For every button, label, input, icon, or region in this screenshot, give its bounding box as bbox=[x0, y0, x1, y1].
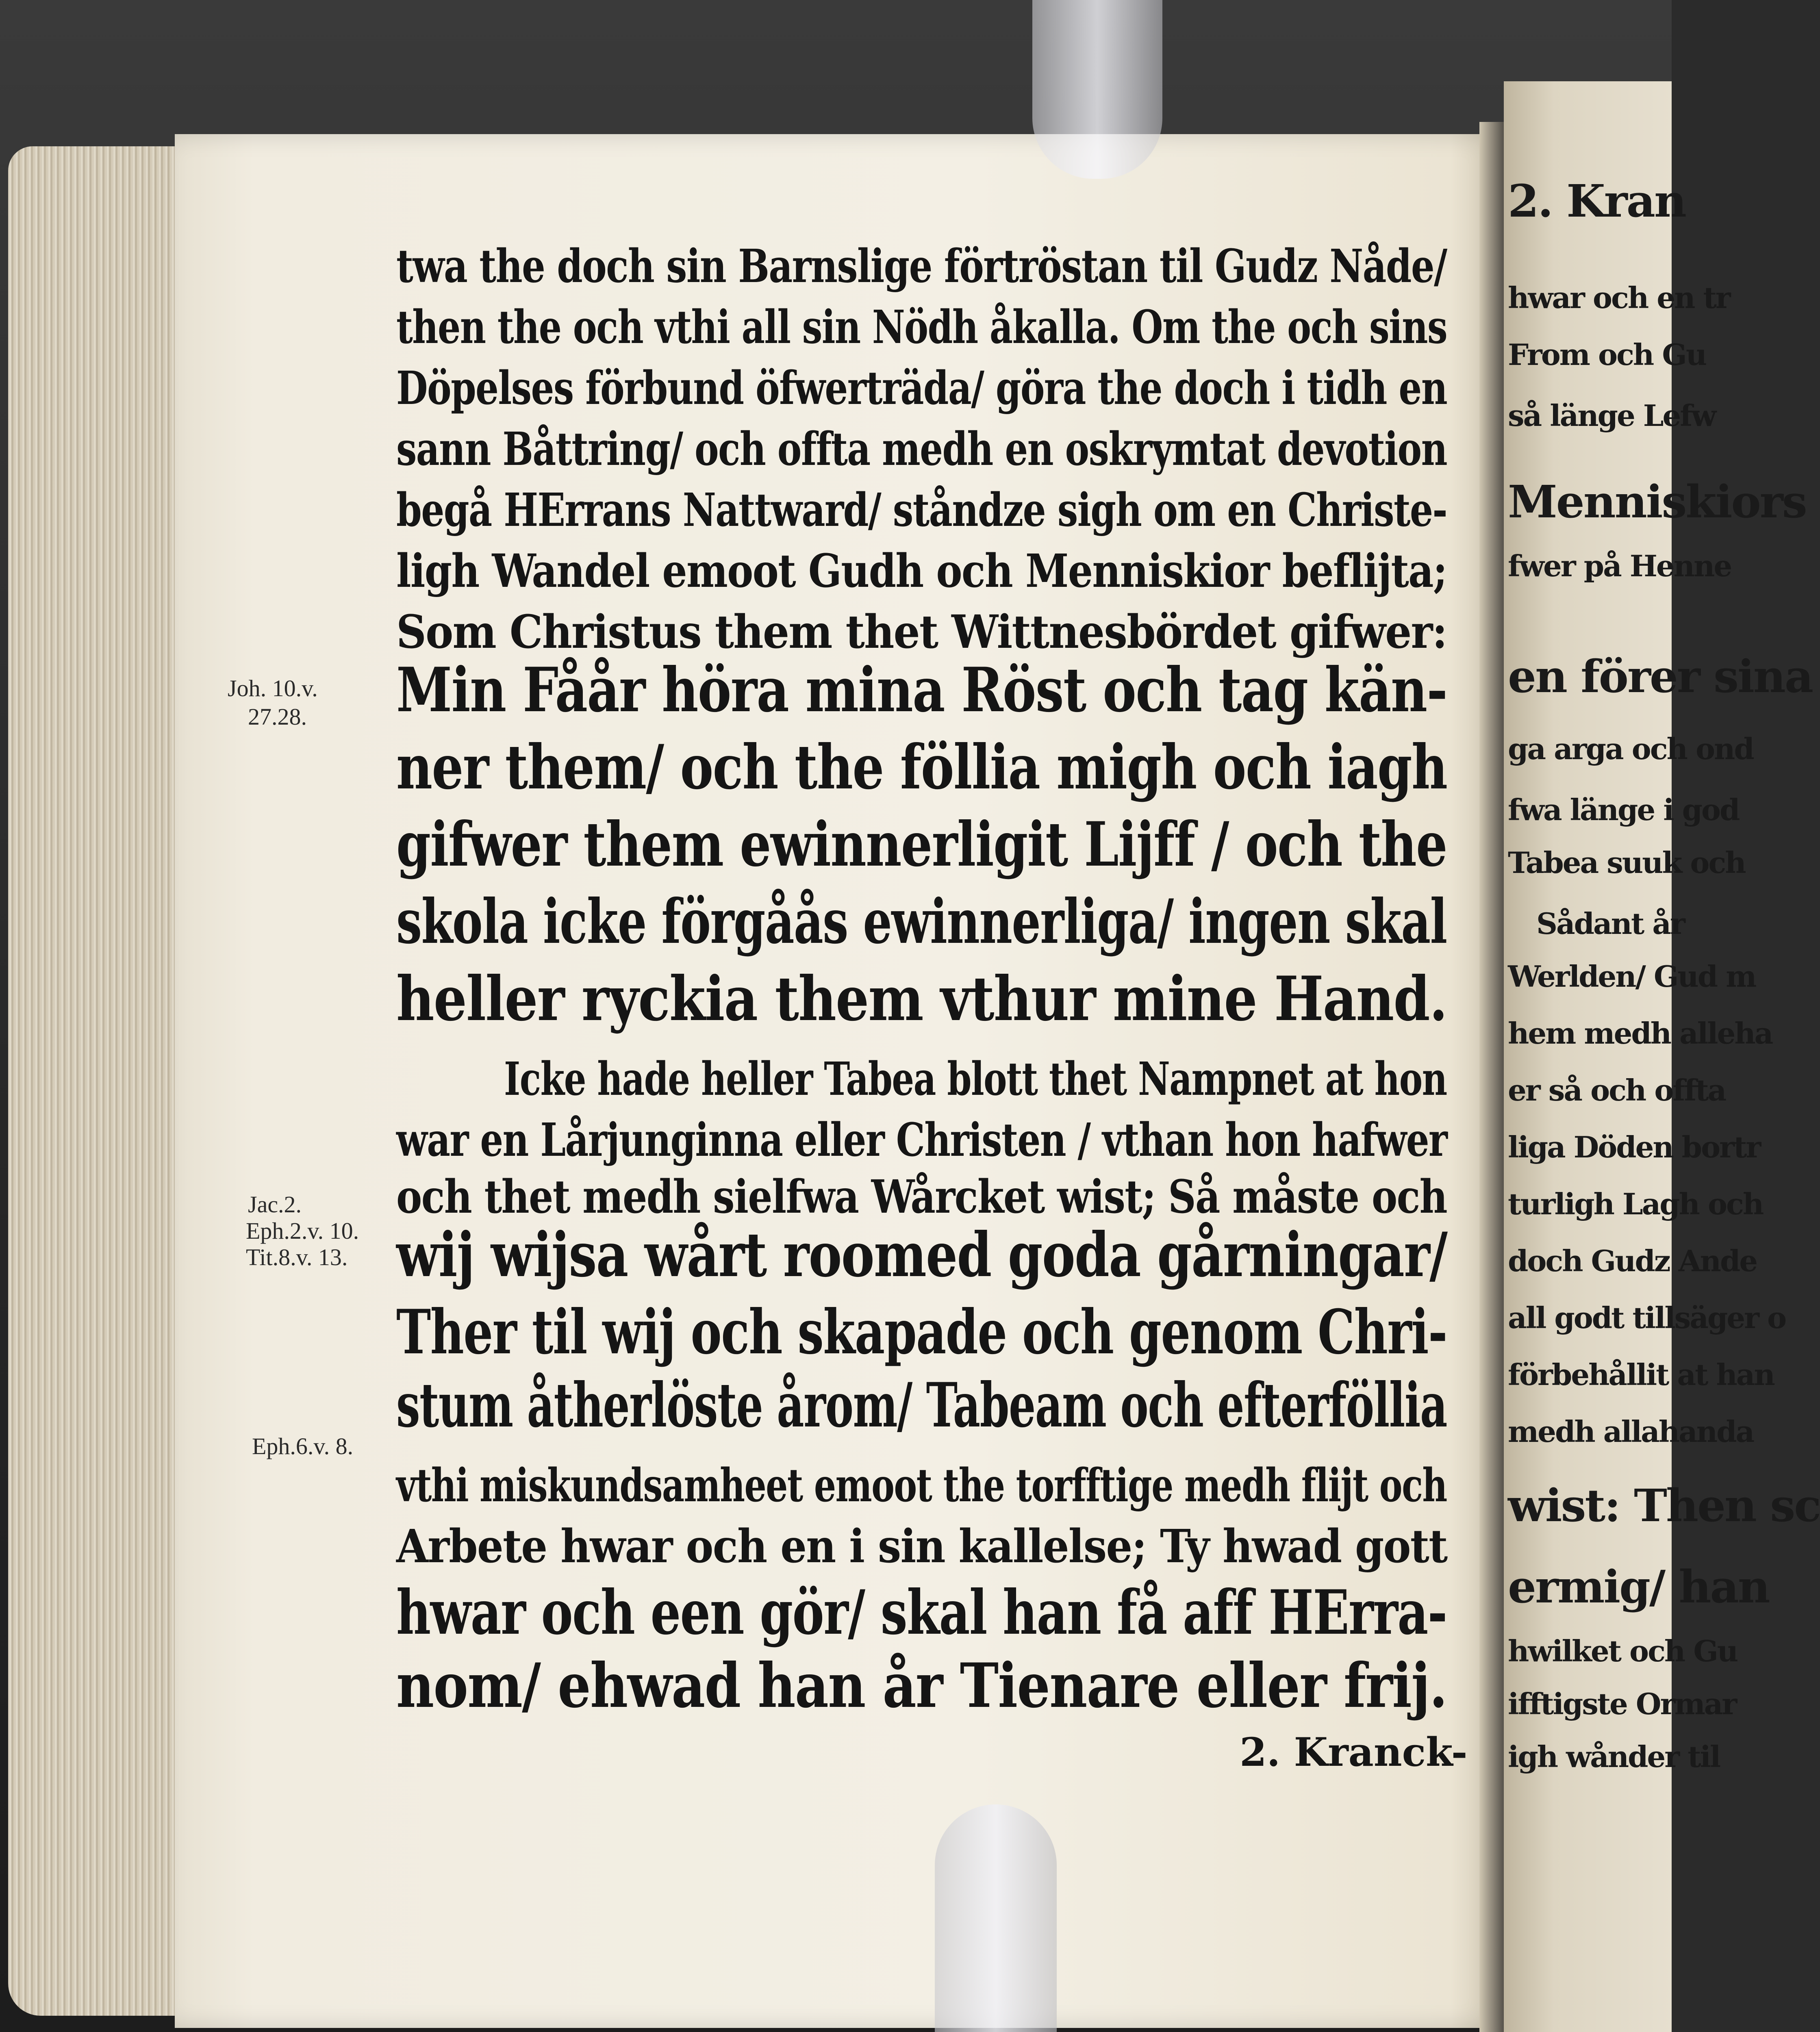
right-page-line: hem medh alleha bbox=[1508, 1016, 1772, 1051]
page-clip-bottom bbox=[935, 1804, 1057, 2032]
text-line: ligh Wandel emoot Gudh och Menniskior beflijta; bbox=[396, 545, 1447, 598]
text-line-large: hwar och een gör/ skal han få aff HErra- bbox=[396, 1577, 1447, 1648]
right-page-line: Menniskiors bbox=[1508, 475, 1806, 528]
right-page-line: From och Gu bbox=[1508, 337, 1706, 372]
text-line-large: Ther til wij och skapade och genom Chri- bbox=[396, 1296, 1447, 1368]
margin-note-john: Joh. 10.v. bbox=[228, 675, 318, 701]
margin-note-eph2: Eph.6.v. 8. bbox=[252, 1433, 354, 1459]
right-page-line: en förer sina bbox=[1508, 650, 1813, 703]
catchword: 2. Kranck- bbox=[1240, 1729, 1468, 1775]
text-line-large: stum åtherlöste årom/ Tabeam och efterföllia bbox=[396, 1370, 1447, 1441]
right-page-line: 2. Kran bbox=[1508, 175, 1685, 227]
margin-note-jac: Jac.2. bbox=[248, 1191, 302, 1218]
right-page-line: hwar och en tr bbox=[1508, 280, 1730, 315]
text-line-large: skola icke förgåås ewinnerliga/ ingen skal bbox=[396, 886, 1447, 957]
text-line: then the och vthi all sin Nödh åkalla. Om the och sins bbox=[396, 301, 1447, 354]
right-page-line: Werlden/ Gud m bbox=[1508, 959, 1756, 994]
right-page-line: så länge Lefw bbox=[1508, 398, 1716, 433]
text-line: war en Lårjunginna eller Christen / vthan hon hafwer bbox=[396, 1114, 1447, 1167]
right-page-line: fwa länge i god bbox=[1508, 792, 1739, 827]
margin-note-tit: Tit.8.v. 13. bbox=[246, 1244, 348, 1270]
text-line-large: wij wijsa wårt roomed goda gårningar/ bbox=[396, 1219, 1447, 1291]
right-page-line: fwer på Henne bbox=[1508, 549, 1731, 583]
text-line: sann Båttring/ och offta medh en oskrymtat devotion bbox=[396, 423, 1447, 476]
margin-note-john-verses: 27.28. bbox=[248, 703, 307, 730]
right-page-line: Tabea suuk och bbox=[1508, 845, 1745, 880]
page-clip-top bbox=[1032, 0, 1162, 179]
right-page-line: förbehållit at han bbox=[1508, 1357, 1774, 1392]
right-page-line: er så och offta bbox=[1508, 1073, 1726, 1107]
right-page-line: wist: Then sc bbox=[1508, 1479, 1820, 1532]
text-line: Som Christus them thet Wittnesbördet gifwer: bbox=[396, 606, 1447, 659]
right-page-line: medh allahanda bbox=[1508, 1414, 1754, 1449]
text-line: Arbete hwar och en i sin kallelse; Ty hwad gott bbox=[396, 1520, 1447, 1573]
margin-note-eph: Eph.2.v. 10. bbox=[246, 1218, 359, 1244]
text-line: Döpelses förbund öfwerträda/ göra the doch i tidh en bbox=[396, 362, 1447, 415]
right-page-line: ga arga och ond bbox=[1508, 732, 1753, 766]
right-page-line: igh wånder til bbox=[1508, 1739, 1720, 1774]
right-page-line: Sådant år bbox=[1536, 906, 1684, 941]
text-line-large: nom/ ehwad han år Tienare eller frij. bbox=[396, 1650, 1447, 1722]
text-line: och thet medh sielfwa Wårcket wist; Så måste och bbox=[396, 1170, 1447, 1224]
text-line-large: gifwer them ewinnerligit Lijff / och the bbox=[396, 809, 1447, 880]
text-line-large: heller ryckia them vthur mine Hand. bbox=[396, 963, 1447, 1035]
text-line: twa the doch sin Barnslige förtröstan til Gudz Nåde/ bbox=[396, 240, 1447, 293]
text-line-large: Min Fåår höra mina Röst och tag kän- bbox=[396, 654, 1447, 726]
right-page-line: liga Döden bortr bbox=[1508, 1130, 1760, 1164]
text-line: begå HErrans Nattward/ ståndze sigh om en Christe- bbox=[396, 484, 1447, 537]
text-line: vthi miskundsamheet emoot the torfftige medh flijt och bbox=[396, 1459, 1447, 1512]
right-page-line: all godt tillsäger o bbox=[1508, 1300, 1786, 1335]
book-page-edges bbox=[8, 146, 179, 2016]
right-page-line: hwilket och Gu bbox=[1508, 1634, 1737, 1668]
right-page-line: ermig/ han bbox=[1508, 1561, 1769, 1613]
text-line: Icke hade heller Tabea blott thet Nampnet at hon bbox=[504, 1053, 1447, 1106]
right-page-line: doch Gudz Ande bbox=[1508, 1244, 1757, 1278]
text-line-large: ner them/ och the föllia migh och iagh bbox=[396, 732, 1447, 803]
right-page-line: ifftigste Ormar bbox=[1508, 1687, 1736, 1721]
right-page-line: turligh Lagh och bbox=[1508, 1187, 1763, 1221]
